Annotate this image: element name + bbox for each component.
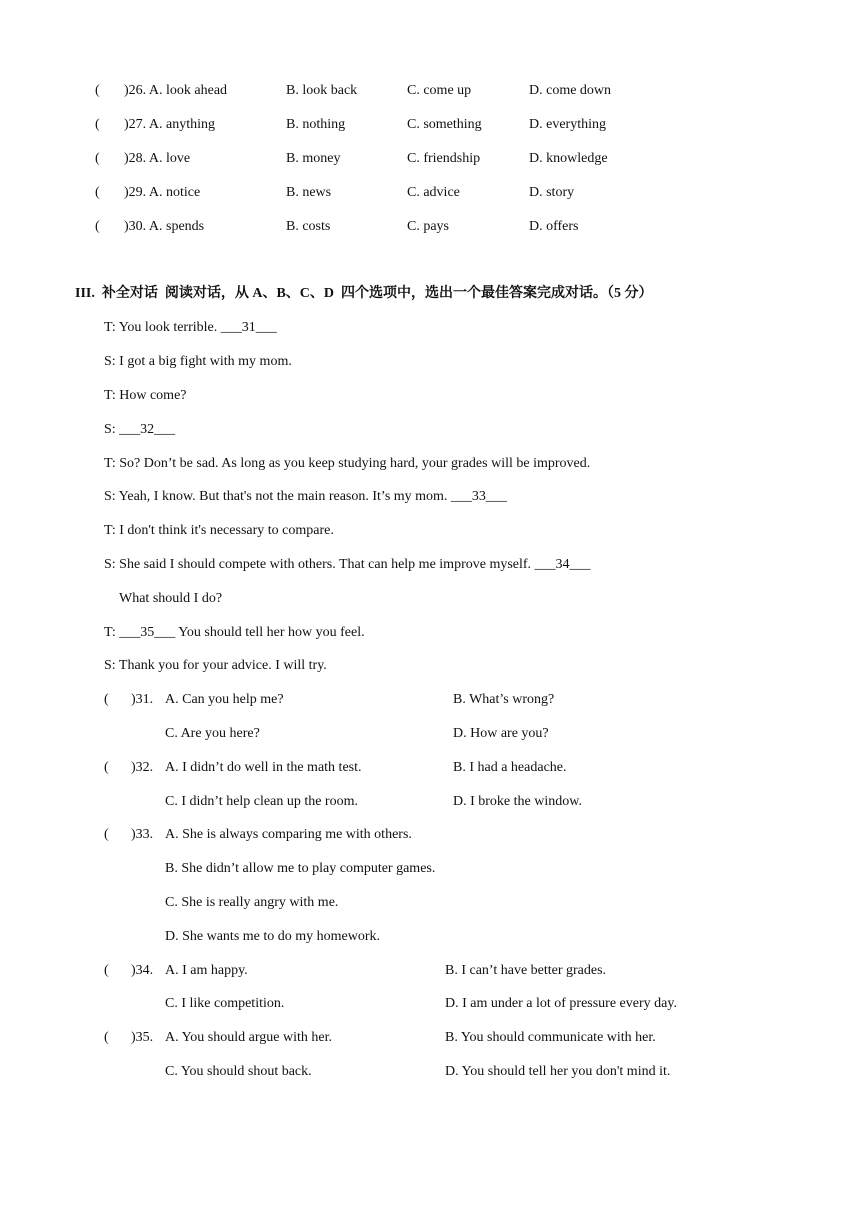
question-number: )32. [131, 760, 154, 775]
option-a: A. Can you help me? [165, 692, 284, 707]
question-number: )34. [131, 963, 154, 978]
answer-paren: ( [104, 827, 109, 842]
option-a: )28. A. love [124, 151, 191, 166]
option-b: B. nothing [286, 117, 346, 132]
option-a: )30. A. spends [124, 219, 205, 234]
option-d: D. She wants me to do my homework. [165, 929, 381, 944]
option-c: C. pays [407, 219, 449, 234]
option-c: C. advice [407, 185, 460, 200]
dialogue-line: T: So? Don’t be sad. As long as you keep studying hard, your grades will be improved. [104, 456, 591, 471]
option-a: )29. A. notice [124, 185, 201, 200]
option-b: B. look back [286, 83, 358, 98]
option-d: D. everything [529, 117, 606, 132]
dialogue-line: T: How come? [104, 388, 187, 403]
option-c: C. come up [407, 83, 472, 98]
dialogue-line: T: You look terrible. ___31___ [104, 320, 277, 335]
option-b: B. money [286, 151, 341, 166]
dialogue-line: S: She said I should compete with others. That can help me improve myself. ___34___ [104, 557, 591, 572]
option-b: B. What’s wrong? [453, 692, 555, 707]
answer-paren: ( [95, 83, 100, 98]
option-d: D. knowledge [529, 151, 608, 166]
option-d: D. come down [529, 83, 612, 98]
answer-paren: ( [95, 151, 100, 166]
answer-paren: ( [95, 117, 100, 132]
option-d: D. I broke the window. [453, 794, 582, 809]
section-heading: III. 补全对话 阅读对话，从 A、B、C、D 四个选项中，选出一个最佳答案完成对话。（5 分） [75, 286, 653, 301]
option-a: )27. A. anything [124, 117, 215, 132]
dialogue-line: S: Yeah, I know. But that's not the main reason. It’s my mom. ___33___ [104, 489, 507, 504]
question-number: )33. [131, 827, 154, 842]
option-d: D. offers [529, 219, 579, 234]
option-a: )26. A. look ahead [124, 83, 228, 98]
dialogue-line: T: I don't think it's necessary to compare. [104, 523, 334, 538]
answer-paren: ( [104, 963, 109, 978]
option-c: C. I like competition. [165, 996, 285, 1011]
question-number: )31. [131, 692, 154, 707]
option-b: B. news [286, 185, 332, 200]
option-c: C. friendship [407, 151, 481, 166]
option-b: B. You should communicate with her. [445, 1030, 656, 1045]
option-a: A. I am happy. [165, 963, 248, 978]
answer-paren: ( [95, 185, 100, 200]
option-c: C. something [407, 117, 482, 132]
question-number: )35. [131, 1030, 154, 1045]
option-d: D. How are you? [453, 726, 549, 741]
answer-paren: ( [95, 219, 100, 234]
option-d: D. story [529, 185, 575, 200]
option-d: D. You should tell her you don't mind it. [445, 1064, 671, 1079]
dialogue-line: What should I do? [119, 591, 223, 606]
answer-paren: ( [104, 1030, 109, 1045]
option-c: C. Are you here? [165, 726, 260, 741]
answer-paren: ( [104, 760, 109, 775]
answer-paren: ( [104, 692, 109, 707]
option-c: C. She is really angry with me. [165, 895, 339, 910]
option-c: C. I didn’t help clean up the room. [165, 794, 358, 809]
option-a: A. I didn’t do well in the math test. [165, 760, 362, 775]
option-d: D. I am under a lot of pressure every day. [445, 996, 677, 1011]
option-b: B. She didn’t allow me to play computer games. [165, 861, 436, 876]
dialogue-line: S: Thank you for your advice. I will try. [104, 658, 327, 673]
dialogue-line: T: ___35___ You should tell her how you feel. [104, 625, 365, 640]
option-b: B. costs [286, 219, 331, 234]
option-a: A. She is always comparing me with others. [165, 827, 412, 842]
option-b: B. I can’t have better grades. [445, 963, 607, 978]
option-a: A. You should argue with her. [165, 1030, 332, 1045]
dialogue-line: S: ___32___ [104, 422, 176, 437]
option-b: B. I had a headache. [453, 760, 567, 775]
option-c: C. You should shout back. [165, 1064, 312, 1079]
dialogue-line: S: I got a big fight with my mom. [104, 354, 292, 369]
